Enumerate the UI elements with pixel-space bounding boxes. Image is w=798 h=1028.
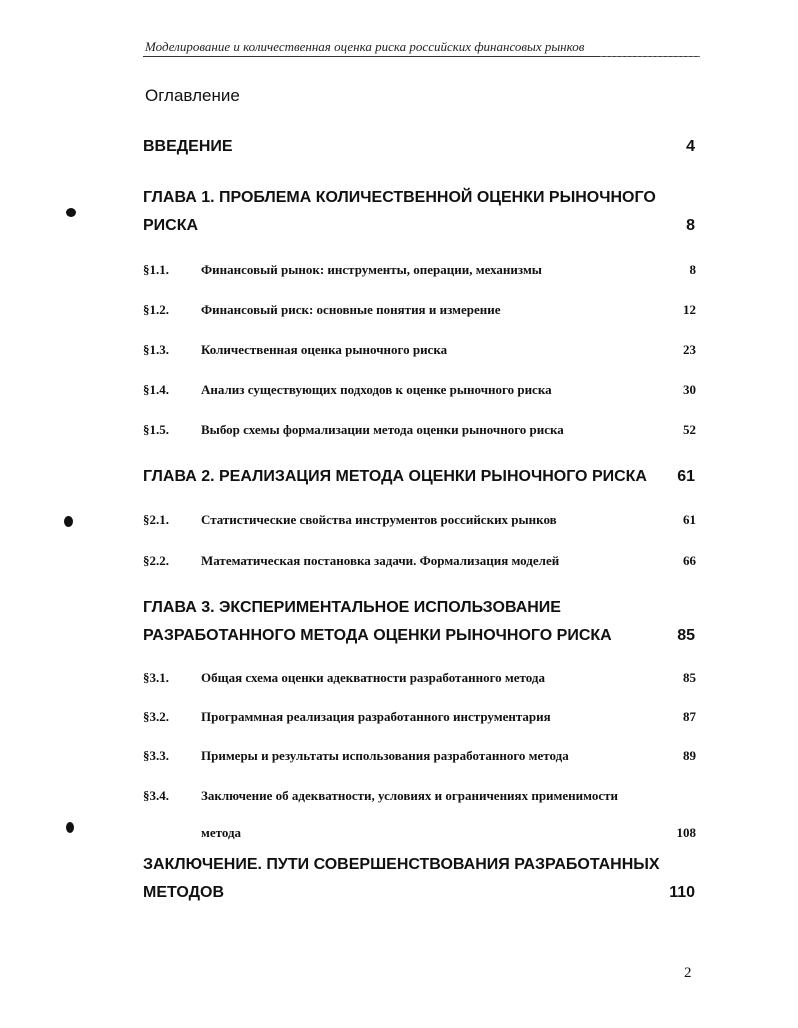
intro-label: ВВЕДЕНИЕ	[143, 138, 233, 155]
section-title: Программная реализация разработанного инструментария	[201, 709, 551, 724]
page-number: 2	[684, 965, 692, 981]
chapter-3-title-line-1: ГЛАВА 3. ЭКСПЕРИМЕНТАЛЬНОЕ ИСПОЛЬЗОВАНИЕ	[143, 599, 561, 616]
section-number: §1.4.	[143, 382, 169, 397]
chapter-3-title-line-2: РАЗРАБОТАННОГО МЕТОДА ОЦЕНКИ РЫНОЧНОГО РИСКА	[143, 627, 612, 644]
section-page: 87	[683, 709, 696, 724]
toc-section-1-2[interactable]	[143, 296, 696, 323]
section-page: 30	[683, 382, 696, 397]
section-number: §1.2.	[143, 302, 169, 317]
section-title-line-1: Заключение об адекватности, условиях и ограничениях применимости	[201, 788, 618, 803]
toc-chapter-2[interactable]	[143, 463, 695, 491]
section-title: Количественная оценка рыночного риска	[201, 342, 448, 357]
section-page: 85	[683, 670, 696, 685]
conclusion-title-line-2: МЕТОДОВ	[143, 884, 225, 901]
section-number: §2.2.	[143, 553, 169, 568]
scan-speck	[66, 822, 74, 833]
intro-page: 4	[686, 138, 695, 155]
toc-section-1-1[interactable]	[143, 256, 696, 283]
section-title: Общая схема оценки адекватности разработанного метода	[201, 670, 545, 685]
section-title: Статистические свойства инструментов российских рынков	[201, 512, 557, 527]
section-number: §3.2.	[143, 709, 169, 724]
scan-speck	[66, 208, 76, 217]
section-number: §1.1.	[143, 262, 169, 277]
section-title: Выбор схемы формализации метода оценки рыночного риска	[201, 422, 564, 437]
chapter-1-title-line-1: ГЛАВА 1. ПРОБЛЕМА КОЛИЧЕСТВЕННОЙ ОЦЕНКИ РЫНОЧНОГО	[143, 189, 656, 206]
chapter-2-page: 61	[677, 468, 695, 485]
chapter-2-title: ГЛАВА 2. РЕАЛИЗАЦИЯ МЕТОДА ОЦЕНКИ РЫНОЧНОГО РИСКА	[143, 468, 647, 485]
toc-section-3-2[interactable]	[143, 703, 696, 730]
section-page: 66	[683, 553, 696, 568]
section-page: 89	[683, 748, 696, 763]
toc-section-1-4[interactable]	[143, 376, 696, 403]
scan-speck	[64, 516, 73, 527]
toc-chapter-1[interactable]	[143, 184, 695, 240]
section-page: 12	[683, 302, 696, 317]
toc-chapter-3[interactable]	[143, 594, 695, 650]
toc-title: Оглавление	[145, 86, 240, 105]
running-head: Моделирование и количественная оценка риска российских финансовых рынков	[145, 39, 585, 54]
toc-conclusion[interactable]	[143, 851, 695, 907]
section-number: §1.3.	[143, 342, 169, 357]
section-page: 52	[683, 422, 696, 437]
section-number: §2.1.	[143, 512, 169, 527]
section-number: §1.5.	[143, 422, 169, 437]
conclusion-page: 110	[669, 884, 695, 901]
section-title: Примеры и результаты использования разработанного метода	[201, 748, 569, 763]
section-number: §3.1.	[143, 670, 169, 685]
section-page: 8	[689, 262, 696, 277]
section-number: §3.3.	[143, 748, 169, 763]
section-title: Математическая постановка задачи. Формализация моделей	[201, 553, 560, 568]
section-number: §3.4.	[143, 788, 169, 803]
header-rule-dashed	[600, 56, 700, 57]
section-title-line-2: метода	[201, 825, 242, 840]
section-page: 23	[683, 342, 696, 357]
toc-section-3-4[interactable]	[143, 782, 696, 846]
chapter-1-page: 8	[686, 217, 695, 234]
toc-section-1-5[interactable]	[143, 416, 696, 443]
toc-section-2-2[interactable]	[143, 547, 696, 574]
chapter-3-page: 85	[677, 627, 695, 644]
section-title: Финансовый рынок: инструменты, операции, механизмы	[201, 262, 542, 277]
section-page: 61	[683, 512, 696, 527]
toc-section-2-1[interactable]	[143, 506, 696, 533]
toc-section-1-3[interactable]	[143, 336, 696, 363]
toc-section-3-3[interactable]	[143, 742, 696, 769]
section-page: 108	[676, 825, 696, 840]
section-title	[201, 782, 660, 846]
section-title: Финансовый риск: основные понятия и измерение	[201, 302, 501, 317]
chapter-1-title-line-2: РИСКА	[143, 217, 199, 234]
section-title: Анализ существующих подходов к оценке рыночного риска	[201, 382, 552, 397]
conclusion-title-line-1: ЗАКЛЮЧЕНИЕ. ПУТИ СОВЕРШЕНСТВОВАНИЯ РАЗРАБОТАННЫХ	[143, 856, 660, 873]
toc-section-3-1[interactable]	[143, 664, 696, 691]
toc-intro[interactable]	[143, 133, 695, 161]
